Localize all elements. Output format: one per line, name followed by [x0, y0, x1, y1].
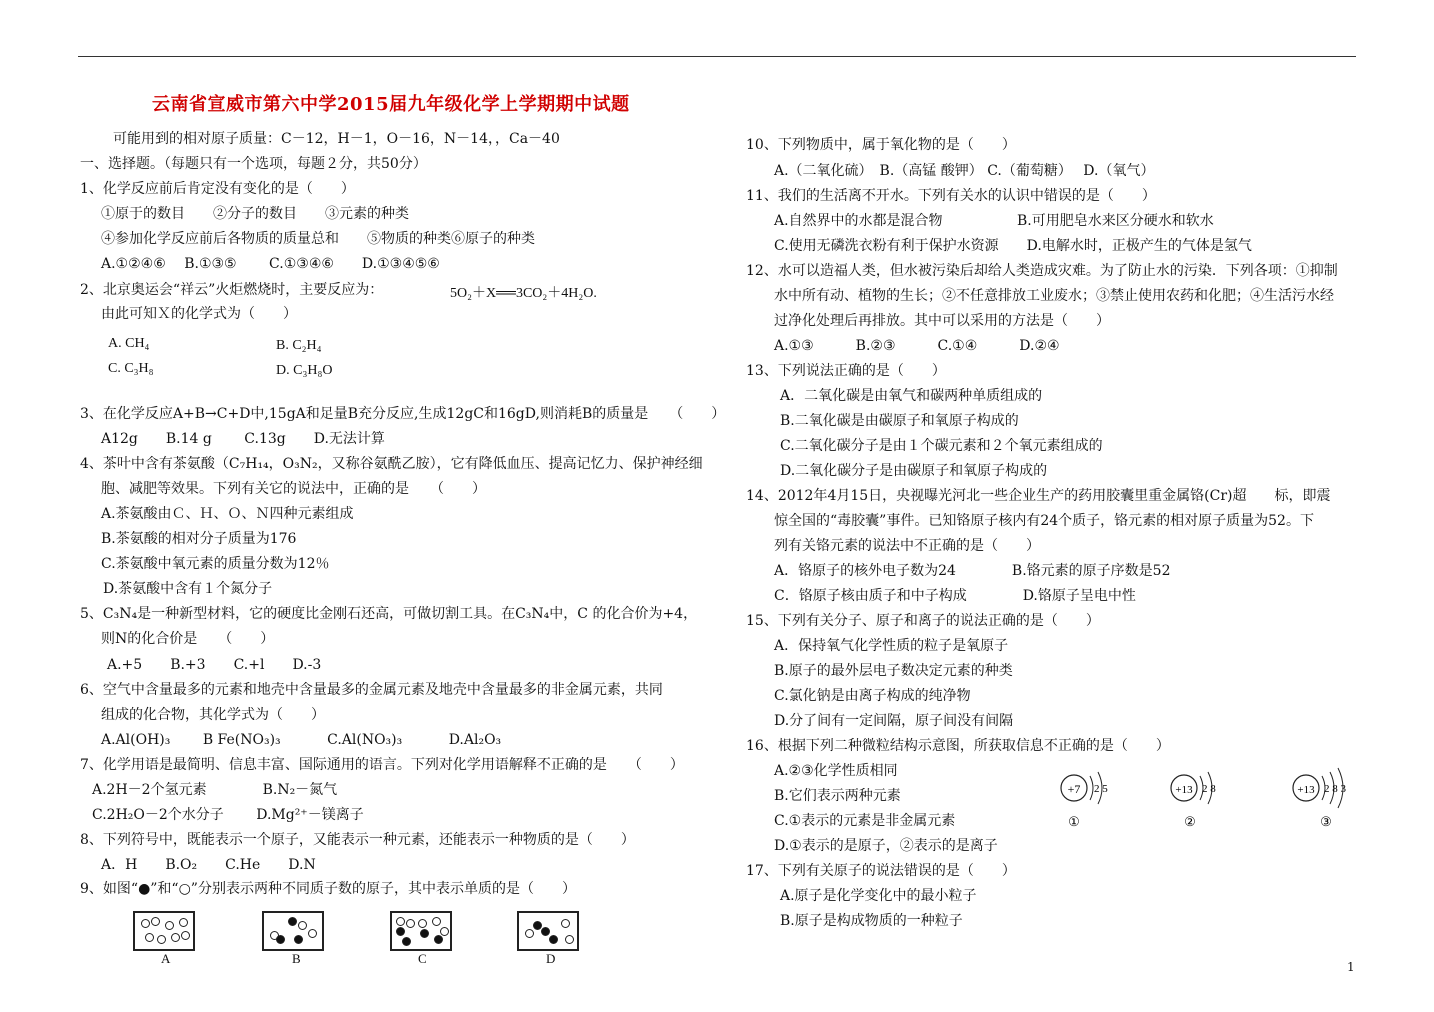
question-3-options: A12g B.14 g C.13g D.无法计算 [101, 431, 385, 447]
particle-box-a [133, 911, 195, 951]
question-4-option-b: B.茶氨酸的相对分子质量为176 [101, 531, 297, 547]
question-2-option-d: D. C₃H₈O [276, 363, 333, 378]
particle-box-b-label: B [292, 951, 301, 966]
question-6-prompt: 组成的化合物，其化学式为（ ） [101, 707, 325, 723]
question-1-items-b: ④参加化学反应前后各物质的质量总和 ⑤物质的种类⑥原子的种类 [101, 231, 535, 247]
question-16-option-a: A.②③化学性质相同 [774, 763, 898, 779]
question-16-option-d: D.①表示的是原子，②表示的是离子 [774, 838, 998, 854]
particle-box-b [262, 911, 324, 951]
atom-structure-diagrams [1050, 760, 1370, 832]
question-9: 9、如图“●”和“○”分别表示两种不同质子数的原子，其中表示单质的是（ ） [80, 881, 576, 897]
atom-diagram-2 [1171, 772, 1216, 829]
page-number: 1 [1347, 960, 1355, 974]
atom-diagram-1 [1061, 772, 1108, 829]
question-12-line-2: 水中所有动、植物的生长；②不任意排放工业废水；③禁止使用农药和化肥；④生活污水经 [774, 288, 1334, 304]
question-1-items-a: ①原于的数目 ②分子的数目 ③元素的种类 [101, 206, 409, 222]
question-12-line-3: 过净化处理后再排放。其中可以采用的方法是（ ） [774, 313, 1110, 329]
question-10-options: A.（二氧化硫） B.（高锰 酸钾） C.（葡萄糖） D.（氧气） [774, 163, 1155, 179]
question-1: 1、化学反应前后肯定没有变化的是（ ） [80, 181, 355, 197]
question-16-option-c: C.①表示的元素是非金属元素 [774, 813, 956, 829]
question-11-options-cd: C.使用无磷洗衣粉有利于保护水资源 D.电解水时，正极产生的气体是氢气 [774, 238, 1252, 254]
question-11-options-ab: A.自然界中的水都是混合物 B.可用肥皂水来区分硬水和软水 [774, 213, 1214, 229]
question-2-option-a: A. CH₄ [108, 336, 150, 351]
atom-diagram-3 [1293, 768, 1347, 829]
question-17-option-b: B.原子是构成物质的一种粒子 [780, 913, 963, 929]
question-7-options-cd: C.2H₂O－2个水分子 D.Mg²⁺－镁离子 [92, 807, 364, 823]
question-14-options-cd: C．铬原子核由质子和中子构成 D.铬原子呈电中性 [774, 588, 1136, 604]
question-8: 8、下列符号中，既能表示一个原子，又能表示一种元素，还能表示一种物质的是（ ） [80, 832, 635, 848]
question-4-option-a: A.茶氨酸由Ｃ、Ｈ、Ｏ、Ｎ四种元素组成 [101, 506, 354, 522]
atom-2-label: ② [1184, 814, 1196, 829]
atomic-masses-note: 可能用到的相对原子质量：C－12，H－1，O－16，N－14，，Ca－40 [113, 131, 560, 147]
question-2-option-c: C. C₃H₈ [108, 361, 154, 376]
particle-box-a-label: A [161, 951, 171, 966]
question-17-option-a: A.原子是化学变化中的最小粒子 [780, 888, 977, 904]
question-15-option-a: A．保持氧气化学性质的粒子是氧原子 [774, 638, 1009, 654]
question-6: 6、空气中含量最多的元素和地壳中含量最多的金属元素及地壳中含量最多的非金属元素，共同 [80, 682, 663, 698]
question-4-option-c: C.茶氨酸中氧元素的质量分数为12％ [101, 556, 330, 572]
question-13-option-d: D.二氧化碳分子是由碳原子和氧原子构成的 [780, 463, 1048, 479]
particle-box-c-label: C [418, 951, 427, 966]
question-10: 10、下列物质中，属于氧化物的是（ ） [746, 137, 1016, 153]
question-16: 16、根据下列二种微粒结构示意图，所获取信息不正确的是（ ） [746, 738, 1170, 754]
question-13-option-c: C.二氧化碳分子是由１个碳元素和２个氧元素组成的 [780, 438, 1103, 454]
question-16-option-b: B.它们表示两种元素 [774, 788, 901, 804]
question-11: 11、我们的生活离不开水。下列有关水的认识中错误的是（ ） [746, 188, 1156, 204]
header-rule [78, 56, 1356, 57]
particle-box-d [517, 911, 579, 951]
atom-2-nucleus: +13 [1175, 784, 1193, 796]
question-15-option-b: B.原子的最外层电子数决定元素的种类 [774, 663, 1013, 679]
question-5-options: A.+5 B.+3 C.+l D.-3 [107, 657, 322, 673]
question-2: 2、北京奥运会“祥云”火炬燃烧时，主要反应为： [80, 282, 384, 298]
question-5-prompt: 则N的化合价是 （ ） [101, 631, 275, 647]
particle-box-d-label: D [546, 951, 556, 966]
question-4-prompt: 胞、减肥等效果。下列有关它的说法中，正确的是 （ ） [101, 481, 486, 497]
question-8-options: A．H B.O₂ C.He D.N [101, 857, 316, 873]
question-14-line-2: 惊全国的“毒胶囊”事件。已知铬原子核内有24个质子，铬元素的相对原子质量为52。下 [774, 513, 1314, 529]
question-4-option-d: D.茶氨酸中含有１个氮分子 [103, 581, 273, 597]
question-1-options: A.①②④⑥ B.①③⑤ C.①③④⑥ D.①③④⑤⑥ [101, 256, 440, 272]
question-14-line-3: 列有关铬元素的说法中不正确的是（ ） [774, 538, 1040, 554]
page-title: 云南省宣威市第六中学2015届九年级化学上学期期中试题 [152, 94, 630, 115]
atom-3-label: ③ [1320, 814, 1332, 829]
particle-box-c [390, 911, 452, 951]
section-heading: 一、选择题。（每题只有一个选项，每题２分，共50分） [80, 156, 427, 172]
atom-1-shells: 2 5 [1094, 783, 1108, 795]
question-14-options-ab: A．铬原子的核外电子数为24 B.铬元素的原子序数是52 [774, 563, 1171, 579]
question-13-option-b: B.二氧化碳是由碳原子和氧原子构成的 [780, 413, 1019, 429]
question-2-prompt: 由此可知Ｘ的化学式为（ ） [101, 306, 297, 322]
question-5: 5、C₃N₄是一种新型材料，它的硬度比金刚石还高，可做切割工具。在C₃N₄中，C 的化合价为+4， [80, 606, 698, 622]
question-7-options-ab: A.2H－2个氢元素 B.N₂－氮气 [92, 782, 338, 798]
atom-1-nucleus: +7 [1067, 782, 1081, 796]
question-3: 3、在化学反应A+B→C+D中,15gA和足量B充分反应,生成12gC和16gD,则消耗B的质量是 （ ） [80, 406, 726, 422]
question-15-option-d: D.分了间有一定间隔，原子间没有间隔 [774, 713, 1014, 729]
question-2-option-b: B. C₂H₄ [276, 338, 322, 353]
question-15-option-c: C.氯化钠是由离子构成的纯净物 [774, 688, 971, 704]
atom-1-label: ① [1068, 814, 1080, 829]
question-6-options: A.Al(OH)₃ B Fe(NO₃)₃ C.Al(NO₃)₃ D.Al₂O₃ [101, 732, 502, 748]
question-7: 7、化学用语是最简明、信息丰富、国际通用的语言。下列对化学用语解释不正确的是 （ ） [80, 757, 684, 773]
question-2-equation: 5O₂＋X══3CO₂＋4H₂O. [450, 286, 597, 301]
atom-2-shells: 2 8 [1202, 783, 1216, 795]
question-13-option-a: A．二氧化碳是由氧气和碳两种单质组成的 [780, 388, 1043, 404]
question-13: 13、下列说法正确的是（ ） [746, 363, 946, 379]
atom-3-nucleus: +13 [1297, 784, 1315, 796]
question-12-options: A.①③ B.②③ C.①④ D.②④ [774, 338, 1060, 354]
question-17: 17、下列有关原子的说法错误的是（ ） [746, 863, 1016, 879]
question-14: 14、2012年4月15日，央视曝光河北一些企业生产的药用胶囊里重金属铬(Cr)超 标，即震 [746, 488, 1331, 504]
question-4: 4、茶叶中含有茶氨酸（C₇H₁₄，O₃N₂，又称谷氨酰乙胺），它有降低血压、提高记忆力、保护神经细 [80, 456, 703, 472]
question-15: 15、下列有关分子、原子和离子的说法正确的是（ ） [746, 613, 1100, 629]
atom-3-shells: 2 8 3 [1324, 783, 1346, 795]
question-12: 12、水可以造福人类，但水被污染后却给人类造成灾难。为了防止水的污染．下列各项：①抑制 [746, 263, 1338, 279]
